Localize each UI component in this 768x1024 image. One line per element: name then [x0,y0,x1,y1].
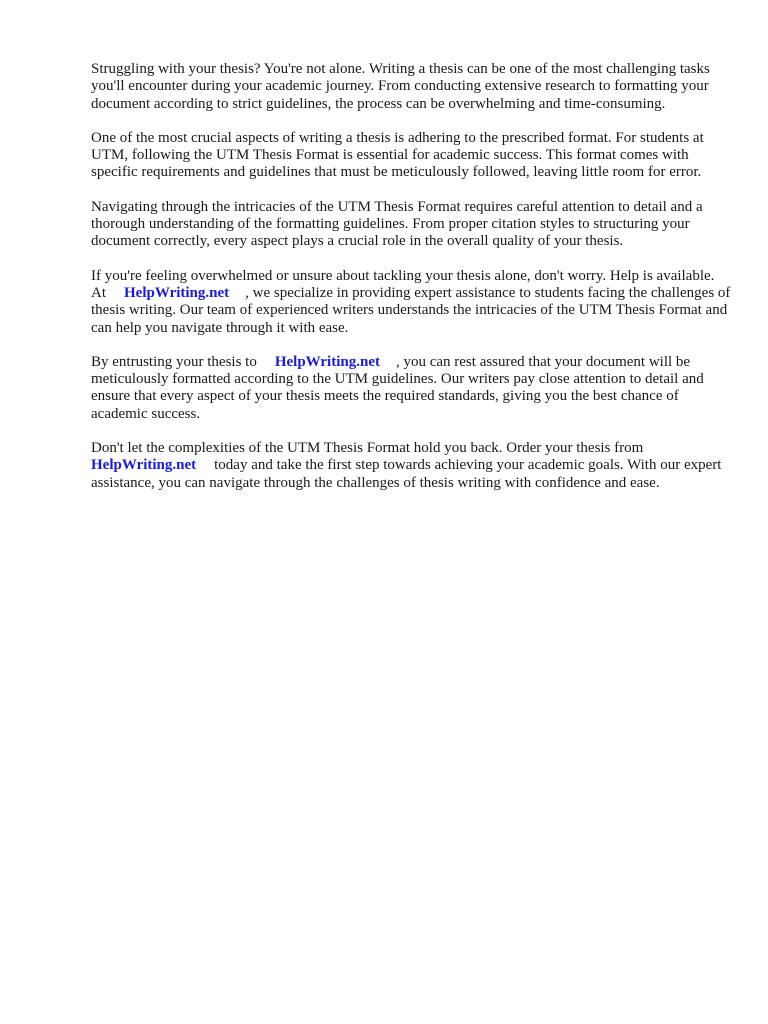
paragraph-text: Don't let the complexities of the UTM Thesis Format hold you back. Order your thesis from [91,440,644,457]
paragraph-text: By entrusting your thesis to [91,353,257,370]
paragraph-text: If you're feeling overwhelmed or unsure about tackling your thesis alone, don't worry. Help is available. At [91,267,715,301]
document-body [91,61,731,509]
paragraph-text: , we specialize in providing expert assistance to students facing the challenges of thesis writing. Our team of experienced writers understands the intricacies of the UTM Thesis Format and can help you navigate through it with ease. [91,284,731,336]
helpwriting-link[interactable]: HelpWriting.net [124,284,230,301]
paragraph-text: , you can rest assured that your document will be meticulously formatted according to the UTM guidelines. Our writers pay close attention to detail and ensure that every aspect of your thesis meets the required standards, giving you the best chance of academic success. [91,353,704,422]
paragraph-format-importance: One of the most crucial aspects of writing a thesis is adhering to the prescribed format. For students at UTM, following the UTM Thesis Format is essential for academic success. This format comes with specific requirements and guidelines that must be meticulously followed, leaving little room for error. [91,129,704,181]
paragraph-text: today and take the first step towards achieving your academic goals. With our expert assistance, you can navigate through the challenges of thesis writing with confidence and ease. [91,457,722,491]
paragraph-call-to-action [91,440,731,492]
paragraph-entrusting [91,354,731,423]
helpwriting-link[interactable]: HelpWriting.net [91,457,197,474]
paragraph-intro: Struggling with your thesis? You're not alone. Writing a thesis can be one of the most challenging tasks you'll encounter during your academic journey. From conducting extensive research to formatting your document according to strict guidelines, the process can be overwhelming and time-consuming. [91,61,710,112]
paragraph-help-available [91,268,731,337]
paragraph-navigating-format: Navigating through the intricacies of the UTM Thesis Format requires careful attention to detail and a thorough understanding of the formatting guidelines. From proper citation styles to structuring your document correctly, every aspect plays a crucial role in the overall quality of your thesis. [91,198,703,250]
helpwriting-link[interactable]: HelpWriting.net [274,353,380,370]
